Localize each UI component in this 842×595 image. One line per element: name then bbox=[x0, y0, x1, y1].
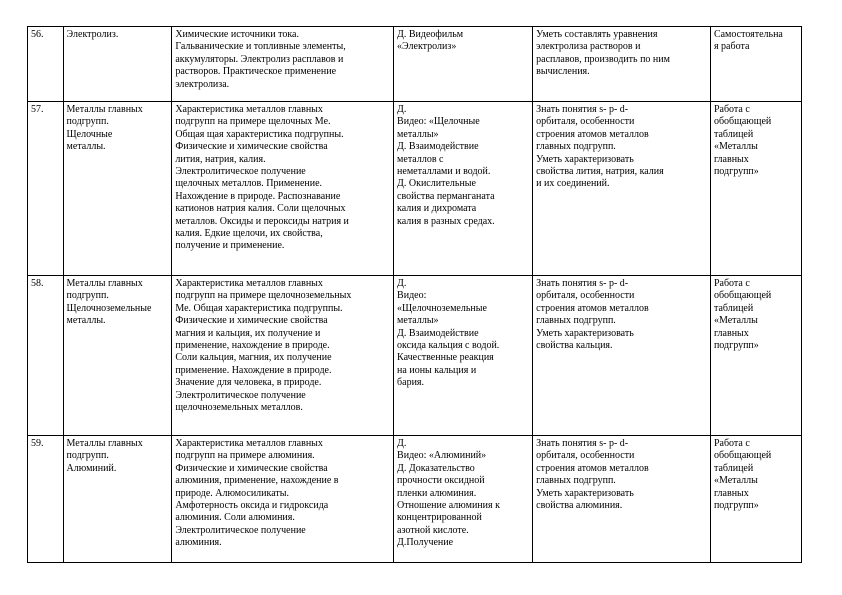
cell-text-line: подгрупп. bbox=[66, 116, 109, 128]
cell-text-line: Д. Доказательство bbox=[397, 462, 475, 474]
cell-text-line: алюминия. bbox=[175, 537, 222, 549]
lesson-number-cell bbox=[28, 102, 64, 276]
cell-text-line: Амфотерность оксида и гидроксида bbox=[175, 500, 329, 512]
table-row bbox=[28, 102, 802, 276]
lesson-control-cell bbox=[710, 27, 801, 102]
cell-text-line: Характеристика металлов главных bbox=[175, 278, 323, 289]
lesson-control-cell bbox=[710, 436, 801, 563]
cell-text-line: Д. Взаимодействие bbox=[397, 141, 479, 153]
cell-text-line: оксида кальция с водой. bbox=[397, 340, 500, 352]
cell-text-line: Электролиз. bbox=[66, 29, 119, 40]
cell-text-line: Физические и химические свойства bbox=[175, 141, 328, 153]
cell-text-line: главных подгрупп. bbox=[536, 475, 616, 487]
lesson-topic-cell bbox=[63, 102, 172, 276]
cell-text-line: Ме. Общая характеристика подгруппы. bbox=[175, 302, 343, 314]
cell-text-line: Физические и химические свойства bbox=[175, 462, 328, 474]
cell-text-line: Щелочноземельные bbox=[66, 302, 152, 314]
cell-text-line: концентрированной bbox=[397, 512, 482, 524]
cell-text-line: металлов. Оксиды и пероксиды натрия и bbox=[175, 215, 349, 227]
cell-text-line: Уметь характеризовать bbox=[536, 487, 634, 499]
cell-text-line: металлы. bbox=[66, 315, 106, 327]
cell-text-line: и их соединений. bbox=[536, 178, 610, 190]
cell-text-line: лития, натрия, калия. bbox=[175, 153, 266, 165]
lesson-control-cell bbox=[710, 102, 801, 276]
cell-text-line: Электролитическое получение bbox=[175, 166, 306, 178]
cell-text-line: подгрупп. bbox=[66, 450, 109, 462]
cell-text-line: Работа с bbox=[713, 104, 750, 115]
cell-text-line: пленки алюминия. bbox=[397, 487, 477, 499]
cell-text-line: подгрупп на примере щелочных Ме. bbox=[175, 116, 331, 128]
cell-text-line: Качественные реакция bbox=[397, 352, 494, 364]
cell-text-line: Д. Взаимодействие bbox=[397, 327, 479, 339]
cell-text-line: калия в разных средах. bbox=[397, 215, 495, 227]
cell-text-line: азотной кислоте. bbox=[397, 524, 469, 536]
cell-text-line: Д. bbox=[397, 278, 407, 289]
cell-text-line: подгрупп на примере щелочноземельных bbox=[175, 290, 352, 302]
cell-text-line: Д. Окислительные bbox=[397, 178, 476, 190]
lesson-content-cell bbox=[172, 436, 394, 563]
cell-text-line: щелочноземельных металлов. bbox=[175, 402, 303, 414]
lesson-content-cell bbox=[172, 27, 394, 102]
cell-text-line: «Металлы bbox=[713, 315, 758, 327]
cell-text-line: строения атомов металлов bbox=[536, 128, 649, 140]
cell-text-line: алюминия, применение, нахождение в bbox=[175, 475, 339, 487]
cell-text-line: свойства лития, натрия, калия bbox=[536, 166, 664, 178]
cell-text-line: магния и кальция, их получение и bbox=[175, 327, 321, 339]
cell-text: 57. bbox=[31, 104, 44, 115]
lesson-control-cell bbox=[710, 276, 801, 436]
cell-text-line: подгрупп. bbox=[66, 290, 109, 302]
cell-text-line: Соли кальция, магния, их получение bbox=[175, 352, 332, 364]
lesson-skills-cell bbox=[533, 276, 711, 436]
cell-text-line: Уметь характеризовать bbox=[536, 153, 634, 165]
cell-text-line: электролиза растворов и bbox=[536, 41, 641, 53]
cell-text-line: Работа с bbox=[713, 278, 750, 289]
cell-text-line: Химические источники тока. bbox=[175, 29, 299, 40]
cell-text-line: Щелочные bbox=[66, 128, 113, 140]
cell-text-line: Металлы главных bbox=[66, 104, 143, 115]
cell-text-line: Общая щая характеристика подгрупны. bbox=[175, 128, 344, 140]
cell-text-line: Знать понятия s- p- d- bbox=[536, 438, 629, 449]
cell-text: 56. bbox=[31, 29, 44, 40]
cell-text-line: Металлы главных bbox=[66, 438, 143, 449]
cell-text-line: калия и дихромата bbox=[397, 203, 477, 215]
cell-text-line: «Щелочноземельные bbox=[397, 302, 487, 314]
cell-text-line: электролиза. bbox=[175, 78, 230, 90]
cell-text-line: Видео: «Щелочные bbox=[397, 116, 480, 128]
cell-text-line: металлов с bbox=[397, 153, 444, 165]
table-row bbox=[28, 436, 802, 563]
cell-text-line: таблицей bbox=[713, 128, 754, 140]
cell-text-line: орбиталя, особенности bbox=[536, 116, 635, 128]
cell-text-line: Гальванические и топливные элементы, bbox=[175, 41, 346, 53]
cell-text-line: металлы» bbox=[397, 128, 439, 140]
cell-text-line: получение и применение. bbox=[175, 240, 285, 252]
lesson-number-cell bbox=[28, 436, 64, 563]
cell-text-line: свойства перманганата bbox=[397, 190, 495, 202]
cell-text-line: Значение для человека, в природе. bbox=[175, 377, 322, 389]
cell-text-line: Отношение алюминия к bbox=[397, 500, 500, 512]
cell-text-line: щелочных металлов. Применение. bbox=[175, 178, 323, 190]
cell-text-line: Металлы главных bbox=[66, 278, 143, 289]
cell-text: 58. bbox=[31, 278, 44, 289]
cell-text-line: катионов натрия калия. Соли щелочных bbox=[175, 203, 346, 215]
cell-text-line: применение, нахождение в природе. bbox=[175, 340, 330, 352]
lesson-skills-cell bbox=[533, 102, 711, 276]
cell-text-line: обобщающей bbox=[713, 290, 772, 302]
cell-text-line: Знать понятия s- p- d- bbox=[536, 104, 629, 115]
cell-text-line: «Металлы bbox=[713, 141, 758, 153]
cell-text-line: природе. Алюмосиликаты. bbox=[175, 487, 289, 499]
cell-text-line: алюминия. Соли алюминия. bbox=[175, 512, 295, 524]
cell-text-line: подгрупп» bbox=[713, 340, 759, 352]
cell-text-line: главных подгрупп. bbox=[536, 315, 616, 327]
cell-text-line: Д. bbox=[397, 438, 407, 449]
cell-text-line: Д. Видеофильм bbox=[397, 29, 464, 40]
cell-text-line: Работа с bbox=[713, 438, 750, 449]
table-row bbox=[28, 276, 802, 436]
cell-text-line: подгрупп» bbox=[713, 166, 759, 178]
cell-text: 59. bbox=[31, 438, 44, 449]
cell-text-line: расплавов, производить по ним bbox=[536, 53, 670, 65]
cell-text-line: Д. bbox=[397, 104, 407, 115]
cell-text-line: строения атомов металлов bbox=[536, 302, 649, 314]
cell-text-line: Характеристика металлов главных bbox=[175, 438, 323, 449]
cell-text-line: орбиталя, особенности bbox=[536, 290, 635, 302]
cell-text-line: Нахождение в природе. Распознавание bbox=[175, 190, 341, 202]
cell-text-line: я работа bbox=[713, 41, 750, 53]
cell-text-line: Видео: bbox=[397, 290, 427, 302]
lesson-topic-cell bbox=[63, 276, 172, 436]
lesson-visual-aids-cell bbox=[394, 436, 533, 563]
table-row bbox=[28, 27, 802, 102]
lesson-content-cell bbox=[172, 102, 394, 276]
lesson-skills-cell bbox=[533, 27, 711, 102]
cell-text-line: Алюминий. bbox=[66, 462, 117, 474]
cell-text-line: главных bbox=[713, 487, 749, 499]
cell-text-line: таблицей bbox=[713, 462, 754, 474]
lesson-number-cell bbox=[28, 27, 64, 102]
cell-text-line: главных bbox=[713, 327, 749, 339]
cell-text-line: металлы. bbox=[66, 141, 106, 153]
cell-text-line: свойства кальция. bbox=[536, 340, 613, 352]
cell-text-line: растворов. Практическое применение bbox=[175, 66, 337, 78]
cell-text-line: главных bbox=[713, 153, 749, 165]
cell-text-line: применение. Нахождение в природе. bbox=[175, 364, 332, 376]
lesson-topic-cell bbox=[63, 27, 172, 102]
cell-text-line: калия. Едкие щелочи, их свойства, bbox=[175, 228, 323, 240]
cell-text-line: главных подгрупп. bbox=[536, 141, 616, 153]
cell-text-line: подгрупп на примере алюминия. bbox=[175, 450, 315, 462]
lesson-content-cell bbox=[172, 276, 394, 436]
cell-text-line: прочности оксидной bbox=[397, 475, 485, 487]
lesson-topic-cell bbox=[63, 436, 172, 563]
cell-text-line: обобщающей bbox=[713, 116, 772, 128]
cell-text-line: «Металлы bbox=[713, 475, 758, 487]
lesson-number-cell bbox=[28, 276, 64, 436]
cell-text-line: на ионы кальция и bbox=[397, 364, 477, 376]
cell-text-line: свойства алюминия. bbox=[536, 500, 623, 512]
lesson-visual-aids-cell bbox=[394, 27, 533, 102]
lesson-skills-cell bbox=[533, 436, 711, 563]
cell-text-line: Д.Получение bbox=[397, 537, 454, 549]
cell-text-line: Физические и химические свойства bbox=[175, 315, 328, 327]
cell-text-line: неметаллами и водой. bbox=[397, 166, 491, 178]
cell-text-line: таблицей bbox=[713, 302, 754, 314]
cell-text-line: Электролитическое получение bbox=[175, 524, 306, 536]
lesson-plan-sheet bbox=[27, 26, 802, 563]
cell-text-line: Видео: «Алюминий» bbox=[397, 450, 487, 462]
cell-text-line: орбиталя, особенности bbox=[536, 450, 635, 462]
cell-text-line: строения атомов металлов bbox=[536, 462, 649, 474]
cell-text-line: бария. bbox=[397, 377, 425, 389]
lesson-plan-table bbox=[27, 26, 802, 563]
cell-text-line: Уметь характеризовать bbox=[536, 327, 634, 339]
cell-text-line: Самостоятельна bbox=[713, 29, 783, 40]
lesson-visual-aids-cell bbox=[394, 102, 533, 276]
cell-text-line: «Электролиз» bbox=[397, 41, 457, 53]
cell-text-line: Электролитическое получение bbox=[175, 389, 306, 401]
lesson-visual-aids-cell bbox=[394, 276, 533, 436]
cell-text-line: Знать понятия s- p- d- bbox=[536, 278, 629, 289]
cell-text-line: обобщающей bbox=[713, 450, 772, 462]
cell-text-line: металлы» bbox=[397, 315, 439, 327]
cell-text-line: вычисления. bbox=[536, 66, 590, 78]
table-body bbox=[28, 27, 802, 563]
cell-text-line: Характеристика металлов главных bbox=[175, 104, 323, 115]
cell-text-line: подгрупп» bbox=[713, 500, 759, 512]
cell-text-line: Уметь составлять уравнения bbox=[536, 29, 658, 40]
cell-text-line: аккумуляторы. Электролиз расплавов и bbox=[175, 53, 344, 65]
